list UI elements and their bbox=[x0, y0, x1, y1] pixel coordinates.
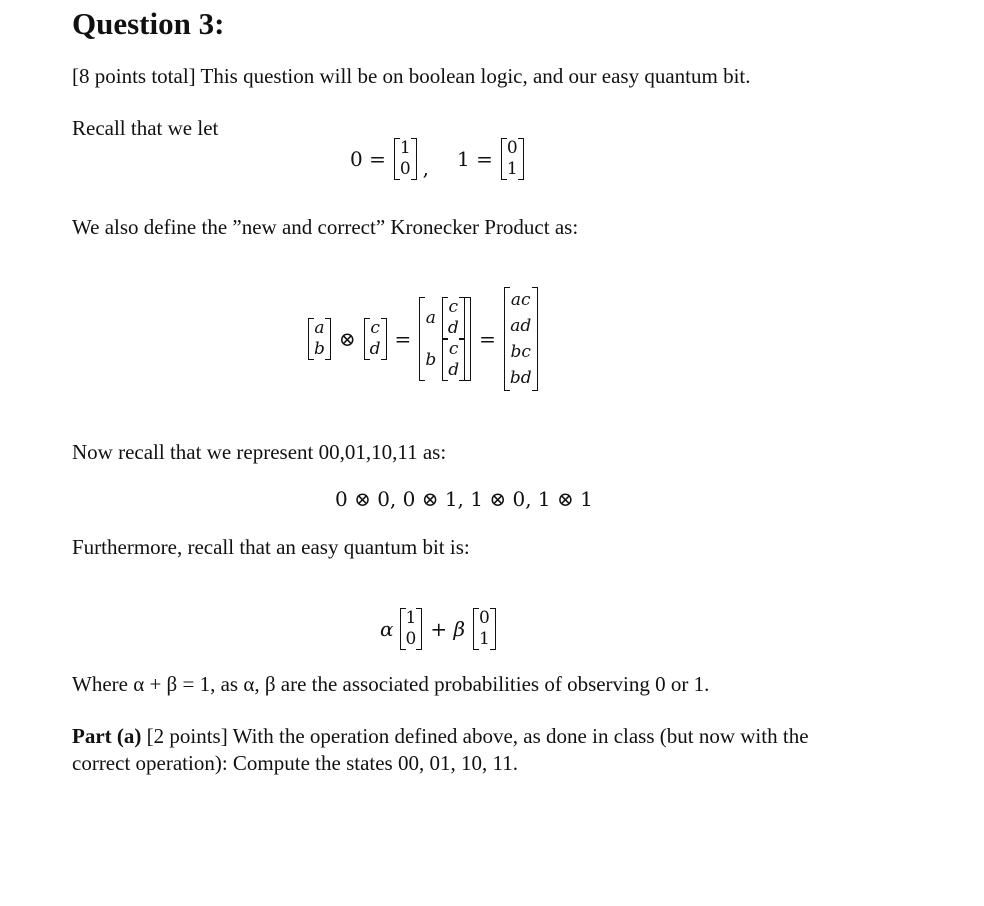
one-vector-entry: 0 bbox=[506, 138, 518, 158]
result-entry: bd bbox=[509, 368, 532, 388]
right-vector bbox=[364, 318, 387, 360]
part-a-text: [2 points] With the operation defined above, as done in class (but now with the correct operation): Compute the states 00, 01, 10, 11. bbox=[72, 724, 809, 775]
inner-vector-entry: d bbox=[447, 318, 459, 338]
result-entry: ad bbox=[510, 316, 532, 336]
result-entry: ac bbox=[510, 290, 531, 310]
otimes-symbol: ⊗ bbox=[338, 327, 356, 351]
plus-beta: + β bbox=[430, 617, 466, 641]
inner-vector bbox=[442, 339, 465, 381]
block-vector bbox=[419, 297, 471, 381]
recall-let-text: Recall that we let bbox=[72, 116, 219, 140]
basis-vector-entry: 1 bbox=[405, 608, 417, 628]
block-row bbox=[426, 297, 465, 339]
where-text: Where α + β = 1, as α, β are the associated probabilities of observing 0 or 1. bbox=[72, 672, 710, 696]
intro-paragraph: [8 points total] This question will be on boolean logic, and our easy quantum bit. bbox=[72, 64, 751, 88]
zero-vector bbox=[394, 138, 417, 180]
left-vector bbox=[308, 318, 331, 360]
kronecker-intro-text: We also define the ”new and correct” Kronecker Product as: bbox=[72, 215, 579, 239]
zero-vector-entry: 0 bbox=[399, 159, 411, 179]
basis-vector-entry: 0 bbox=[479, 608, 490, 628]
inner-vector bbox=[442, 297, 465, 339]
represent-intro-text: Now recall that we represent 00,01,10,11 as: bbox=[72, 440, 447, 464]
one-vector bbox=[501, 138, 524, 180]
one-lhs: 1 = bbox=[457, 147, 493, 171]
part-a-label: Part (a) bbox=[72, 724, 142, 748]
basis-vector-zero bbox=[400, 608, 423, 650]
right-vector-entry: c bbox=[370, 318, 380, 338]
equals-sign: = bbox=[394, 327, 412, 351]
left-vector-entry: a bbox=[314, 318, 325, 338]
kronecker-equation bbox=[308, 287, 538, 391]
bit-definitions bbox=[350, 138, 524, 180]
block-scalar: b bbox=[425, 349, 437, 370]
qubit-intro-text: Furthermore, recall that an easy quantum bit is: bbox=[72, 535, 470, 559]
comma: , bbox=[422, 156, 430, 180]
left-vector-entry: b bbox=[314, 339, 325, 359]
question-title: Question 3: bbox=[72, 6, 225, 41]
inner-vector-entry: c bbox=[448, 339, 459, 359]
basis-vector-one bbox=[473, 608, 496, 650]
right-vector-entry: d bbox=[369, 339, 381, 359]
result-vector bbox=[504, 287, 538, 391]
represent-formula: 0 ⊗ 0, 0 ⊗ 1, 1 ⊗ 0, 1 ⊗ 1 bbox=[335, 487, 593, 511]
block-scalar: a bbox=[425, 307, 436, 328]
one-vector-entry: 1 bbox=[506, 159, 518, 179]
qubit-formula bbox=[380, 608, 496, 650]
part-a-paragraph bbox=[72, 723, 832, 777]
basis-vector-entry: 1 bbox=[479, 629, 490, 649]
inner-vector-entry: d bbox=[448, 360, 460, 380]
result-entry: bc bbox=[510, 342, 531, 362]
block-row bbox=[425, 339, 465, 381]
equals-sign: = bbox=[479, 327, 496, 351]
alpha-coefficient: α bbox=[380, 617, 394, 641]
basis-vector-entry: 0 bbox=[405, 629, 417, 649]
zero-lhs: 0 = bbox=[350, 147, 386, 171]
zero-vector-entry: 1 bbox=[399, 138, 411, 158]
inner-vector-entry: c bbox=[448, 297, 459, 317]
